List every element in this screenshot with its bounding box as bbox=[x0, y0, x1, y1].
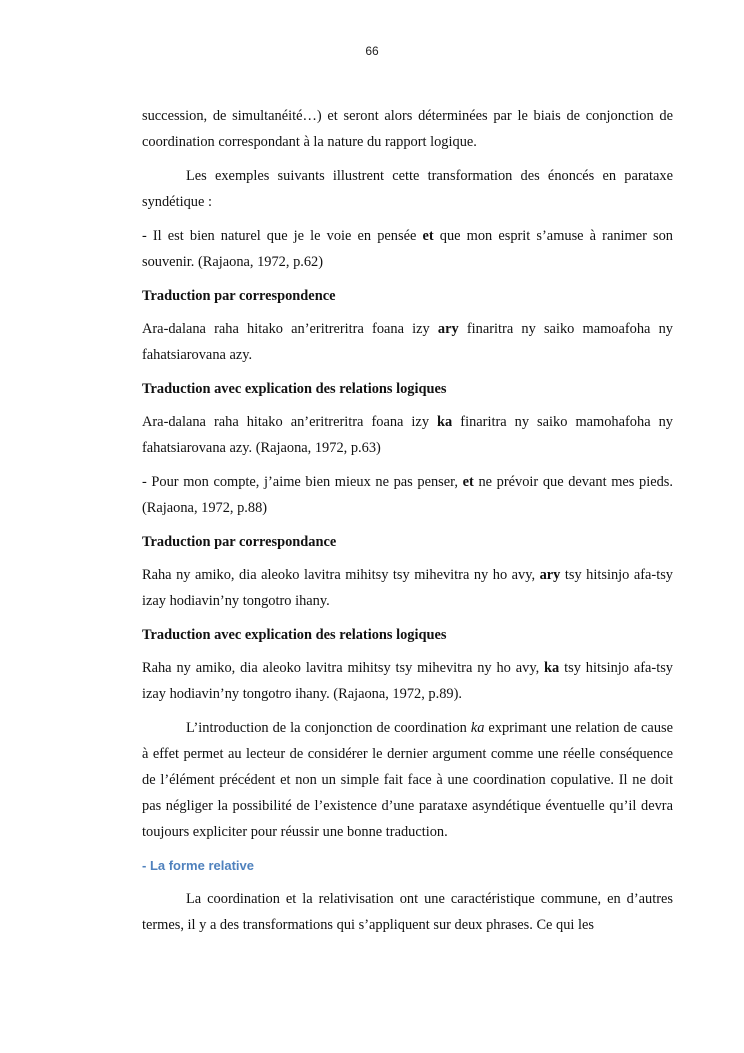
paragraph-relativisation: La coordination et la relativisation ont une caractéristique commune, en d’autres termes, il y a des transformations qui s’appliquent sur deux phrases. Ce qui les bbox=[142, 891, 673, 933]
heading-correspondence-1: Traduction par correspondence bbox=[142, 288, 336, 304]
paragraph-intro-examples: Les exemples suivants illustrent cette transformation des énoncés en parataxe syndétique : bbox=[142, 168, 673, 210]
heading-logical-2: Traduction avec explication des relations logiques bbox=[142, 627, 447, 643]
paragraph-continuation: succession, de simultanéité…) et seront alors déterminées par le biais de conjonction de coordination correspondant à la nature du rapport logique. bbox=[142, 108, 673, 150]
translation-1: Ara-dalana raha hitako an’eritreritra foana izy ary finaritra ny saiko mamoafoha ny fahatsiarovana azy. bbox=[142, 321, 673, 363]
heading-logical-1: Traduction avec explication des relations logiques bbox=[142, 381, 447, 397]
example-2-french: - Pour mon compte, j’aime bien mieux ne pas penser, et ne prévoir que devant mes pieds. (Rajaona, 1972, p.88) bbox=[142, 474, 673, 516]
page-body bbox=[142, 103, 673, 946]
paragraph-analysis: L’introduction de la conjonction de coordination ka exprimant une relation de cause à effet permet au lecteur de considérer le dernier argument comme une réelle conséquence de l’élément précédent et non un simple fait face à une coordination copulative. Il ne doit pas négliger la possibilité de l’existence d’une parataxe asyndétique éventuelle qu’il devra toujours expliciter pour réussir une bonne traduction. bbox=[142, 720, 673, 840]
translation-4: Raha ny amiko, dia aleoko lavitra mihitsy tsy mihevitra ny ho avy, ka tsy hitsinjo afa-tsy izay hodiavin’ny tongotro ihany. (Rajaona, 1972, p.89). bbox=[142, 660, 673, 702]
heading-correspondence-2: Traduction par correspondance bbox=[142, 534, 337, 550]
translation-3: Raha ny amiko, dia aleoko lavitra mihitsy tsy mihevitra ny ho avy, ary tsy hitsinjo afa-tsy izay hodiavin’ny tongotro ihany. bbox=[142, 567, 674, 609]
section-heading-relative-form: - La forme relative bbox=[142, 858, 254, 873]
example-1-french: - Il est bien naturel que je le voie en pensée et que mon esprit s’amuse à ranimer son souvenir. (Rajaona, 1972, p.62) bbox=[142, 228, 673, 270]
translation-2: Ara-dalana raha hitako an’eritreritra foana izy ka finaritra ny saiko mamohafoha ny fahatsiarovana azy. (Rajaona, 1972, p.63) bbox=[142, 414, 674, 456]
page-number: 66 bbox=[365, 44, 379, 58]
